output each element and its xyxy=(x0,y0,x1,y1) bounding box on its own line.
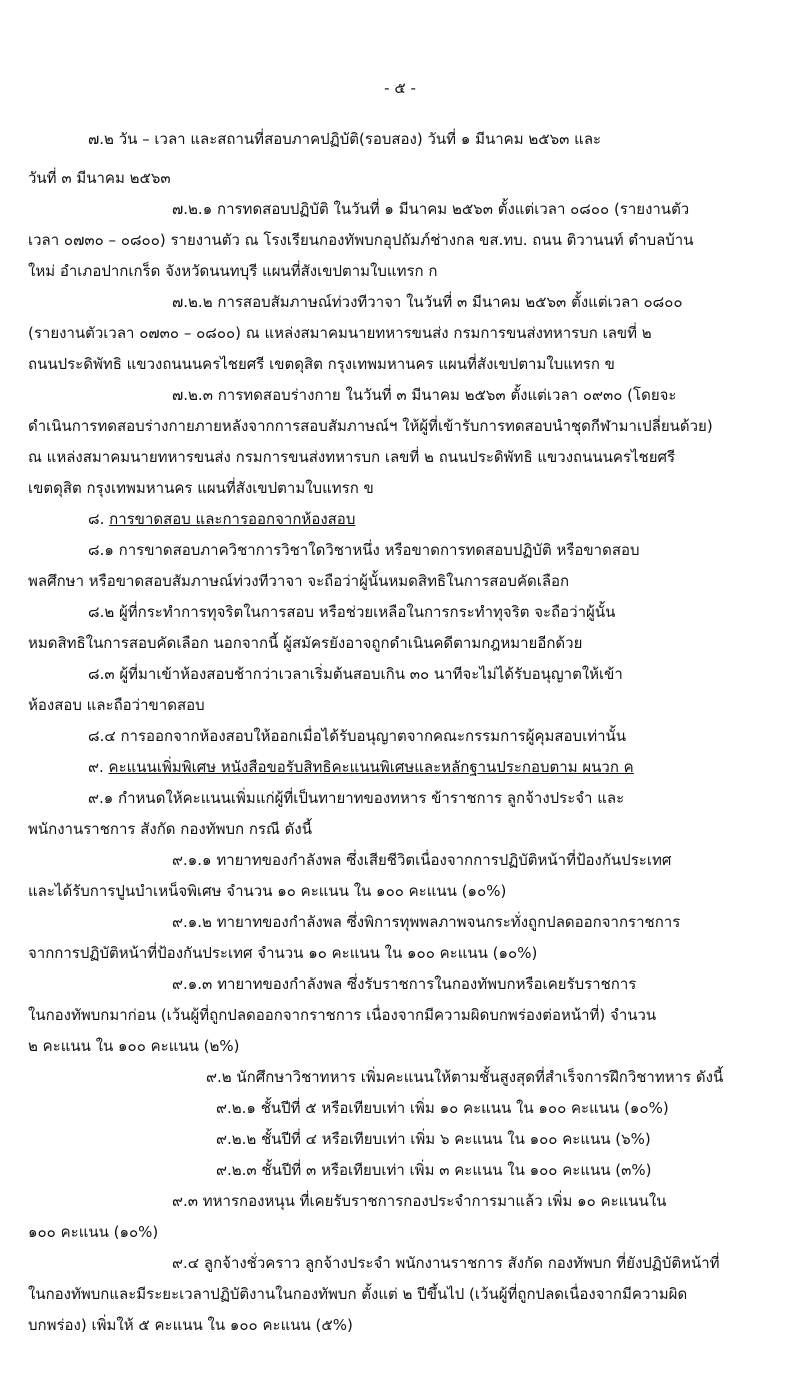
paragraph-8-3-line-1: ๘.๓ ผู้ที่มาเข้าห้องสอบช้ากว่าเวลาเริ่มต้นสอบเกิน ๓๐ นาทีจะไม่ได้รับอนุญาตให้เข้า xyxy=(88,665,623,683)
page-number: - ๕ - xyxy=(384,79,416,97)
paragraph-9-3-line-1: ๙.๓ ทหารกองหนุน ที่เคยรับราชการกองประจำการมาแล้ว เพิ่ม ๑๐ คะแนนใน xyxy=(172,1192,667,1210)
paragraph-7-2-2-line-2: (รายงานตัวเวลา ๐๗๓๐ – ๐๘๐๐) ณ แหล่งสมาคมนายทหารขนส่ง กรมการขนส่งทหารบก เลขที่ ๒ xyxy=(28,324,652,342)
paragraph-8-4: ๘.๔ การออกจากห้องสอบให้ออกเมื่อได้รับอนุญาตจากคณะกรรมการผู้คุมสอบเท่านั้น xyxy=(88,727,627,745)
paragraph-8-1-line-1: ๘.๑ การขาดสอบภาควิชาการวิชาใดวิชาหนึ่ง หรือขาดการทดสอบปฏิบัติ หรือขาดสอบ xyxy=(88,541,640,559)
paragraph-9-2-3: ๙.๒.๓ ชั้นปีที่ ๓ หรือเทียบเท่า เพิ่ม ๓ คะแนน ใน ๑๐๐ คะแนน (๓%) xyxy=(216,1161,652,1179)
paragraph-7-2-3-line-4: เขตดุสิต กรุงเทพมหานคร แผนที่สังเขปตามใบแทรก ข xyxy=(28,479,374,497)
paragraph-7-2-2-line-1: ๗.๒.๒ การสอบสัมภาษณ์ท่วงทีวาจา ในวันที่ ๓ มีนาคม ๒๕๖๓ ตั้งแต่เวลา ๐๘๐๐ xyxy=(172,293,683,311)
paragraph-9-1-3-line-2: ในกองทัพบกมาก่อน (เว้นผู้ที่ถูกปลดออกจากราชการ เนื่องจากมีความผิดบกพร่องต่อหน้าที่) จำนวน xyxy=(28,1006,657,1024)
paragraph-9-2-1: ๙.๒.๑ ชั้นปีที่ ๕ หรือเทียบเท่า เพิ่ม ๑๐ คะแนน ใน ๑๐๐ คะแนน (๑๐%) xyxy=(216,1099,669,1117)
paragraph-9-1-2-line-2: จากการปฏิบัติหน้าที่ป้องกันประเทศ จำนวน ๑๐ คะแนน ใน ๑๐๐ คะแนน (๑๐%) xyxy=(28,944,538,962)
paragraph-9-1-3-line-3: ๒ คะแนน ใน ๑๐๐ คะแนน (๒%) xyxy=(28,1037,240,1055)
paragraph-9-2: ๙.๒ นักศึกษาวิชาทหาร เพิ่มคะแนนให้ตามชั้นสูงสุดที่สำเร็จการฝึกวิชาทหาร ดังนี้ xyxy=(206,1068,724,1086)
paragraph-9-4-line-1: ๙.๔ ลูกจ้างชั่วคราว ลูกจ้างประจำ พนักงานราชการ สังกัด กองทัพบก ที่ยังปฏิบัติหน้าที่ xyxy=(172,1254,720,1272)
section-title: คะแนนเพิ่มพิเศษ หนังสือขอรับสิทธิคะแนนพิเศษและหลักฐานประกอบตาม ผนวก ค xyxy=(108,758,634,776)
paragraph-7-2-3-line-3: ณ แหล่งสมาคมนายทหารขนส่ง กรมการขนส่งทหารบก เลขที่ ๒ ถนนประดิพัทธิ แขวงถนนนครไชยศรี xyxy=(28,448,676,466)
paragraph-9-4-line-2: ในกองทัพบกและมีระยะเวลาปฏิบัติงานในกองทัพบก ตั้งแต่ ๒ ปีขึ้นไป (เว้นผู้ที่ถูกปลดเนื่องจากมีความผิด xyxy=(28,1285,688,1303)
paragraph-9-1-line-1: ๙.๑ กำหนดให้คะแนนเพิ่มแก่ผู้ที่เป็นทายาทของทหาร ข้าราชการ ลูกจ้างประจำ และ xyxy=(88,789,625,807)
section-number: ๙. xyxy=(88,758,104,776)
paragraph-9-1-3-line-1: ๙.๑.๓ ทายาทของกำลังพล ซึ่งรับราชการในกองทัพบกหรือเคยรับราชการ xyxy=(172,975,637,993)
paragraph-9-3-line-2: ๑๐๐ คะแนน (๑๐%) xyxy=(28,1223,159,1241)
paragraph-9-1-2-line-1: ๙.๑.๒ ทายาทของกำลังพล ซึ่งพิการทุพพลภาพจนกระทั่งถูกปลดออกจากราชการ xyxy=(172,913,681,931)
section-number: ๘. xyxy=(88,510,105,528)
paragraph-8-2-line-1: ๘.๒ ผู้ที่กระทำการทุจริตในการสอบ หรือช่วยเหลือในการกระทำทุจริต จะถือว่าผู้นั้น xyxy=(88,603,616,621)
paragraph-7-2-1-line-2: เวลา ๐๗๓๐ – ๐๘๐๐) รายงานตัว ณ โรงเรียนกองทัพบกอุปถัมภ์ช่างกล ขส.ทบ. ถนน ติวานนท์ ตำบลบ้าน xyxy=(28,231,694,249)
paragraph-7-2-1-line-1: ๗.๒.๑ การทดสอบปฏิบัติ ในวันที่ ๑ มีนาคม ๒๕๖๓ ตั้งแต่เวลา ๐๘๐๐ (รายงานตัว xyxy=(172,200,690,218)
paragraph-8-2-line-2: หมดสิทธิในการสอบคัดเลือก นอกจากนี้ ผู้สมัครยังอาจถูกดำเนินคดีตามกฎหมายอีกด้วย xyxy=(28,634,583,652)
section-title: การขาดสอบ และการออกจากห้องสอบ xyxy=(109,510,356,528)
paragraph-7-2-1-line-3: ใหม่ อำเภอปากเกร็ด จังหวัดนนทบุรี แผนที่สังเขปตามใบแทรก ก xyxy=(28,262,438,280)
paragraph-9-1-1-line-2: และได้รับการปูนบำเหน็จพิเศษ จำนวน ๑๐ คะแนน ใน ๑๐๐ คะแนน (๑๐%) xyxy=(28,882,507,900)
paragraph-8-3-line-2: ห้องสอบ และถือว่าขาดสอบ xyxy=(28,696,205,714)
paragraph-7-2-3-line-2: ดำเนินการทดสอบร่างกายภายหลังจากการสอบสัมภาษณ์ฯ ให้ผู้ที่เข้ารับการทดสอบนำชุดกีฬามาเปลี่ยนด้วย) xyxy=(28,417,713,435)
paragraph-9-4-line-3: บกพร่อง) เพิ่มให้ ๕ คะแนน ใน ๑๐๐ คะแนน (๕%) xyxy=(28,1316,353,1334)
paragraph-9-2-2: ๙.๒.๒ ชั้นปีที่ ๔ หรือเทียบเท่า เพิ่ม ๖ คะแนน ใน ๑๐๐ คะแนน (๖%) xyxy=(216,1130,651,1148)
paragraph-7-2-2-line-3: ถนนประดิพัทธิ แขวงถนนนครไชยศรี เขตดุสิต กรุงเทพมหานคร แผนที่สังเขปตามใบแทรก ข xyxy=(28,355,615,373)
paragraph-7-2-3-line-1: ๗.๒.๓ การทดสอบร่างกาย ในวันที่ ๓ มีนาคม ๒๕๖๓ ตั้งแต่เวลา ๐๙๓๐ (โดยจะ xyxy=(172,386,677,404)
section-8-heading xyxy=(0,504,800,534)
paragraph-9-1-line-2: พนักงานราชการ สังกัด กองทัพบก กรณี ดังนี้ xyxy=(28,820,312,838)
paragraph-8-1-line-2: พลศึกษา หรือขาดสอบสัมภาษณ์ท่วงทีวาจา จะถือว่าผู้นั้นหมดสิทธิในการสอบคัดเลือก xyxy=(28,572,570,590)
paragraph-7-2-line-2: วันที่ ๓ มีนาคม ๒๕๖๓ xyxy=(28,169,171,187)
paragraph-7-2-line-1: ๗.๒ วัน – เวลา และสถานที่สอบภาคปฏิบัติ(รอบสอง) วันที่ ๑ มีนาคม ๒๕๖๓ และ xyxy=(88,130,602,148)
paragraph-9-1-1-line-1: ๙.๑.๑ ทายาทของกำลังพล ซึ่งเสียชีวิตเนื่องจากการปฏิบัติหน้าที่ป้องกันประเทศ xyxy=(172,851,672,869)
section-9-heading xyxy=(0,752,800,782)
